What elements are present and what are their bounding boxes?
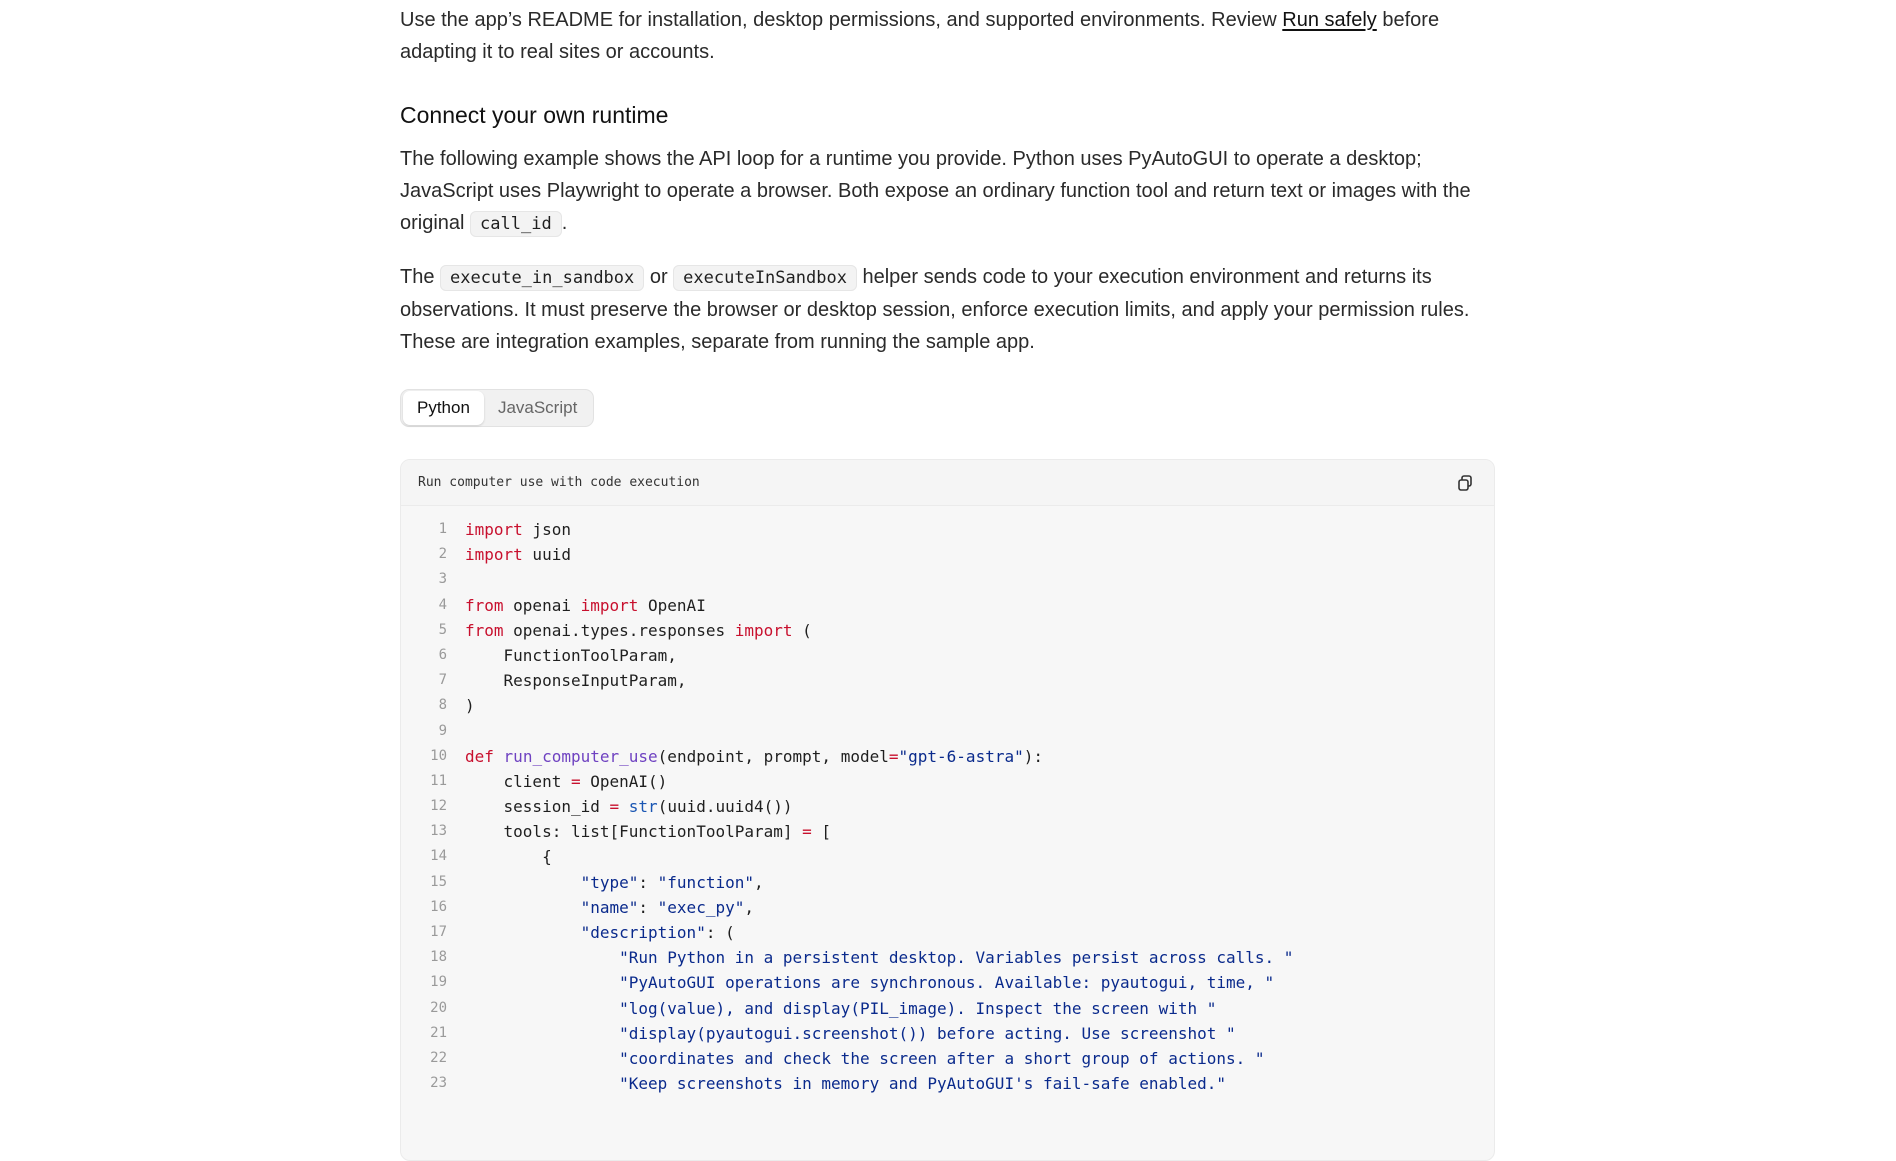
code-line: 16 "name": "exec_py",	[401, 895, 1494, 920]
code-line: 20 "log(value), and display(PIL_image). Inspect the screen with "	[401, 996, 1494, 1021]
code-line: 18 "Run Python in a persistent desktop. Variables persist across calls. "	[401, 945, 1494, 970]
execute-in-sandbox-code: execute_in_sandbox	[440, 265, 644, 291]
line-number: 20	[430, 999, 447, 1016]
code-title: Run computer use with code execution	[418, 475, 700, 490]
helper-text-start: The	[400, 266, 441, 288]
line-number: 8	[438, 697, 447, 714]
line-number: 13	[430, 823, 447, 840]
line-number: 21	[430, 1024, 447, 1041]
line-number: 1	[438, 521, 447, 537]
runtime-text-end: .	[561, 212, 568, 234]
line-number: 6	[438, 646, 447, 663]
line-number: 7	[438, 672, 447, 689]
line-number: 14	[430, 848, 447, 865]
code-line: 19 "PyAutoGUI operations are synchronous. Available: pyautogui, time, "	[401, 970, 1494, 995]
line-number: 17	[430, 924, 447, 940]
line-number: 2	[438, 546, 447, 563]
code-line: 2 import uuid	[401, 542, 1494, 567]
code-line: 12 session_id = str(uuid.uuid4())	[401, 794, 1494, 819]
code-body	[401, 506, 1494, 1096]
line-number: 10	[430, 747, 447, 764]
code-line: 23 "Keep screenshots in memory and PyAutoGUI's fail-safe enabled."	[401, 1071, 1494, 1096]
language-tabs	[400, 389, 594, 427]
call-id-code: call_id	[470, 211, 562, 237]
code-line: 13 tools: list[FunctionToolParam] = [	[401, 819, 1494, 844]
code-header	[401, 460, 1494, 506]
line-number: 19	[430, 974, 447, 991]
line-number: 4	[438, 596, 447, 613]
code-line: 22 "coordinates and check the screen after a short group of actions. "	[401, 1046, 1494, 1071]
code-line: 21 "display(pyautogui.screenshot()) before acting. Use screenshot "	[401, 1021, 1494, 1046]
copy-button[interactable]	[1454, 472, 1476, 494]
code-line: 11 client = OpenAI()	[401, 769, 1494, 794]
code-line: 10 def run_computer_use(endpoint, prompt, model="gpt-6-astra"):	[401, 744, 1494, 769]
line-number: 9	[438, 722, 447, 739]
run-safely-link[interactable]: Run safely	[1282, 9, 1377, 31]
executeinsandbox-code: executeInSandbox	[673, 265, 857, 291]
line-number: 15	[430, 873, 447, 890]
line-number: 12	[430, 798, 447, 815]
code-line	[401, 719, 1494, 744]
code-line	[401, 567, 1494, 592]
intro-text: Use the app’s README for installation, desktop permissions, and supported environments. Review	[400, 9, 1283, 31]
line-number: 3	[438, 571, 447, 588]
code-block	[400, 459, 1495, 1161]
line-number: 16	[430, 898, 447, 915]
helper-paragraph	[400, 261, 1495, 358]
code-line: 6 FunctionToolParam,	[401, 643, 1494, 668]
intro-text-end: before adapting it to real sites or accounts.	[400, 9, 1440, 63]
tab-python[interactable]: Python	[403, 391, 484, 425]
line-number: 22	[430, 1049, 447, 1066]
code-line: 5 from openai.types.responses import (	[401, 618, 1494, 643]
line-number: 18	[430, 949, 447, 966]
tab-javascript[interactable]: JavaScript	[497, 398, 578, 417]
code-line: 7 ResponseInputParam,	[401, 668, 1494, 693]
runtime-text: The following example shows the API loop for a runtime you provide. Python uses PyAutoGUI to operate a desktop; JavaScript uses Playwright to operate a browser. Both expose an ordinary function tool and return text or images with the original	[400, 148, 1471, 234]
helper-text: helper sends code to your execution environment and returns its observations. It must preserve the browser or desktop session, enforce execution limits, and apply your permission rules. These are integration examples, separate from running the sample app.	[400, 266, 1470, 353]
code-line: 8 )	[401, 693, 1494, 718]
code-line: 15 "type": "function",	[401, 870, 1494, 895]
line-number: 5	[438, 621, 447, 638]
copy-icon	[1456, 474, 1474, 492]
helper-text-or: or	[644, 266, 674, 288]
intro-paragraph	[400, 4, 1495, 68]
code-line: 4 from openai import OpenAI	[401, 593, 1494, 618]
code-line: 1 import json	[401, 517, 1494, 542]
section-heading: Connect your own runtime	[400, 102, 669, 128]
runtime-paragraph	[400, 143, 1495, 240]
line-number: 23	[430, 1075, 447, 1092]
line-number: 11	[430, 772, 447, 789]
code-line: 17 "description": (	[401, 920, 1494, 945]
code-line: 14 {	[401, 844, 1494, 869]
